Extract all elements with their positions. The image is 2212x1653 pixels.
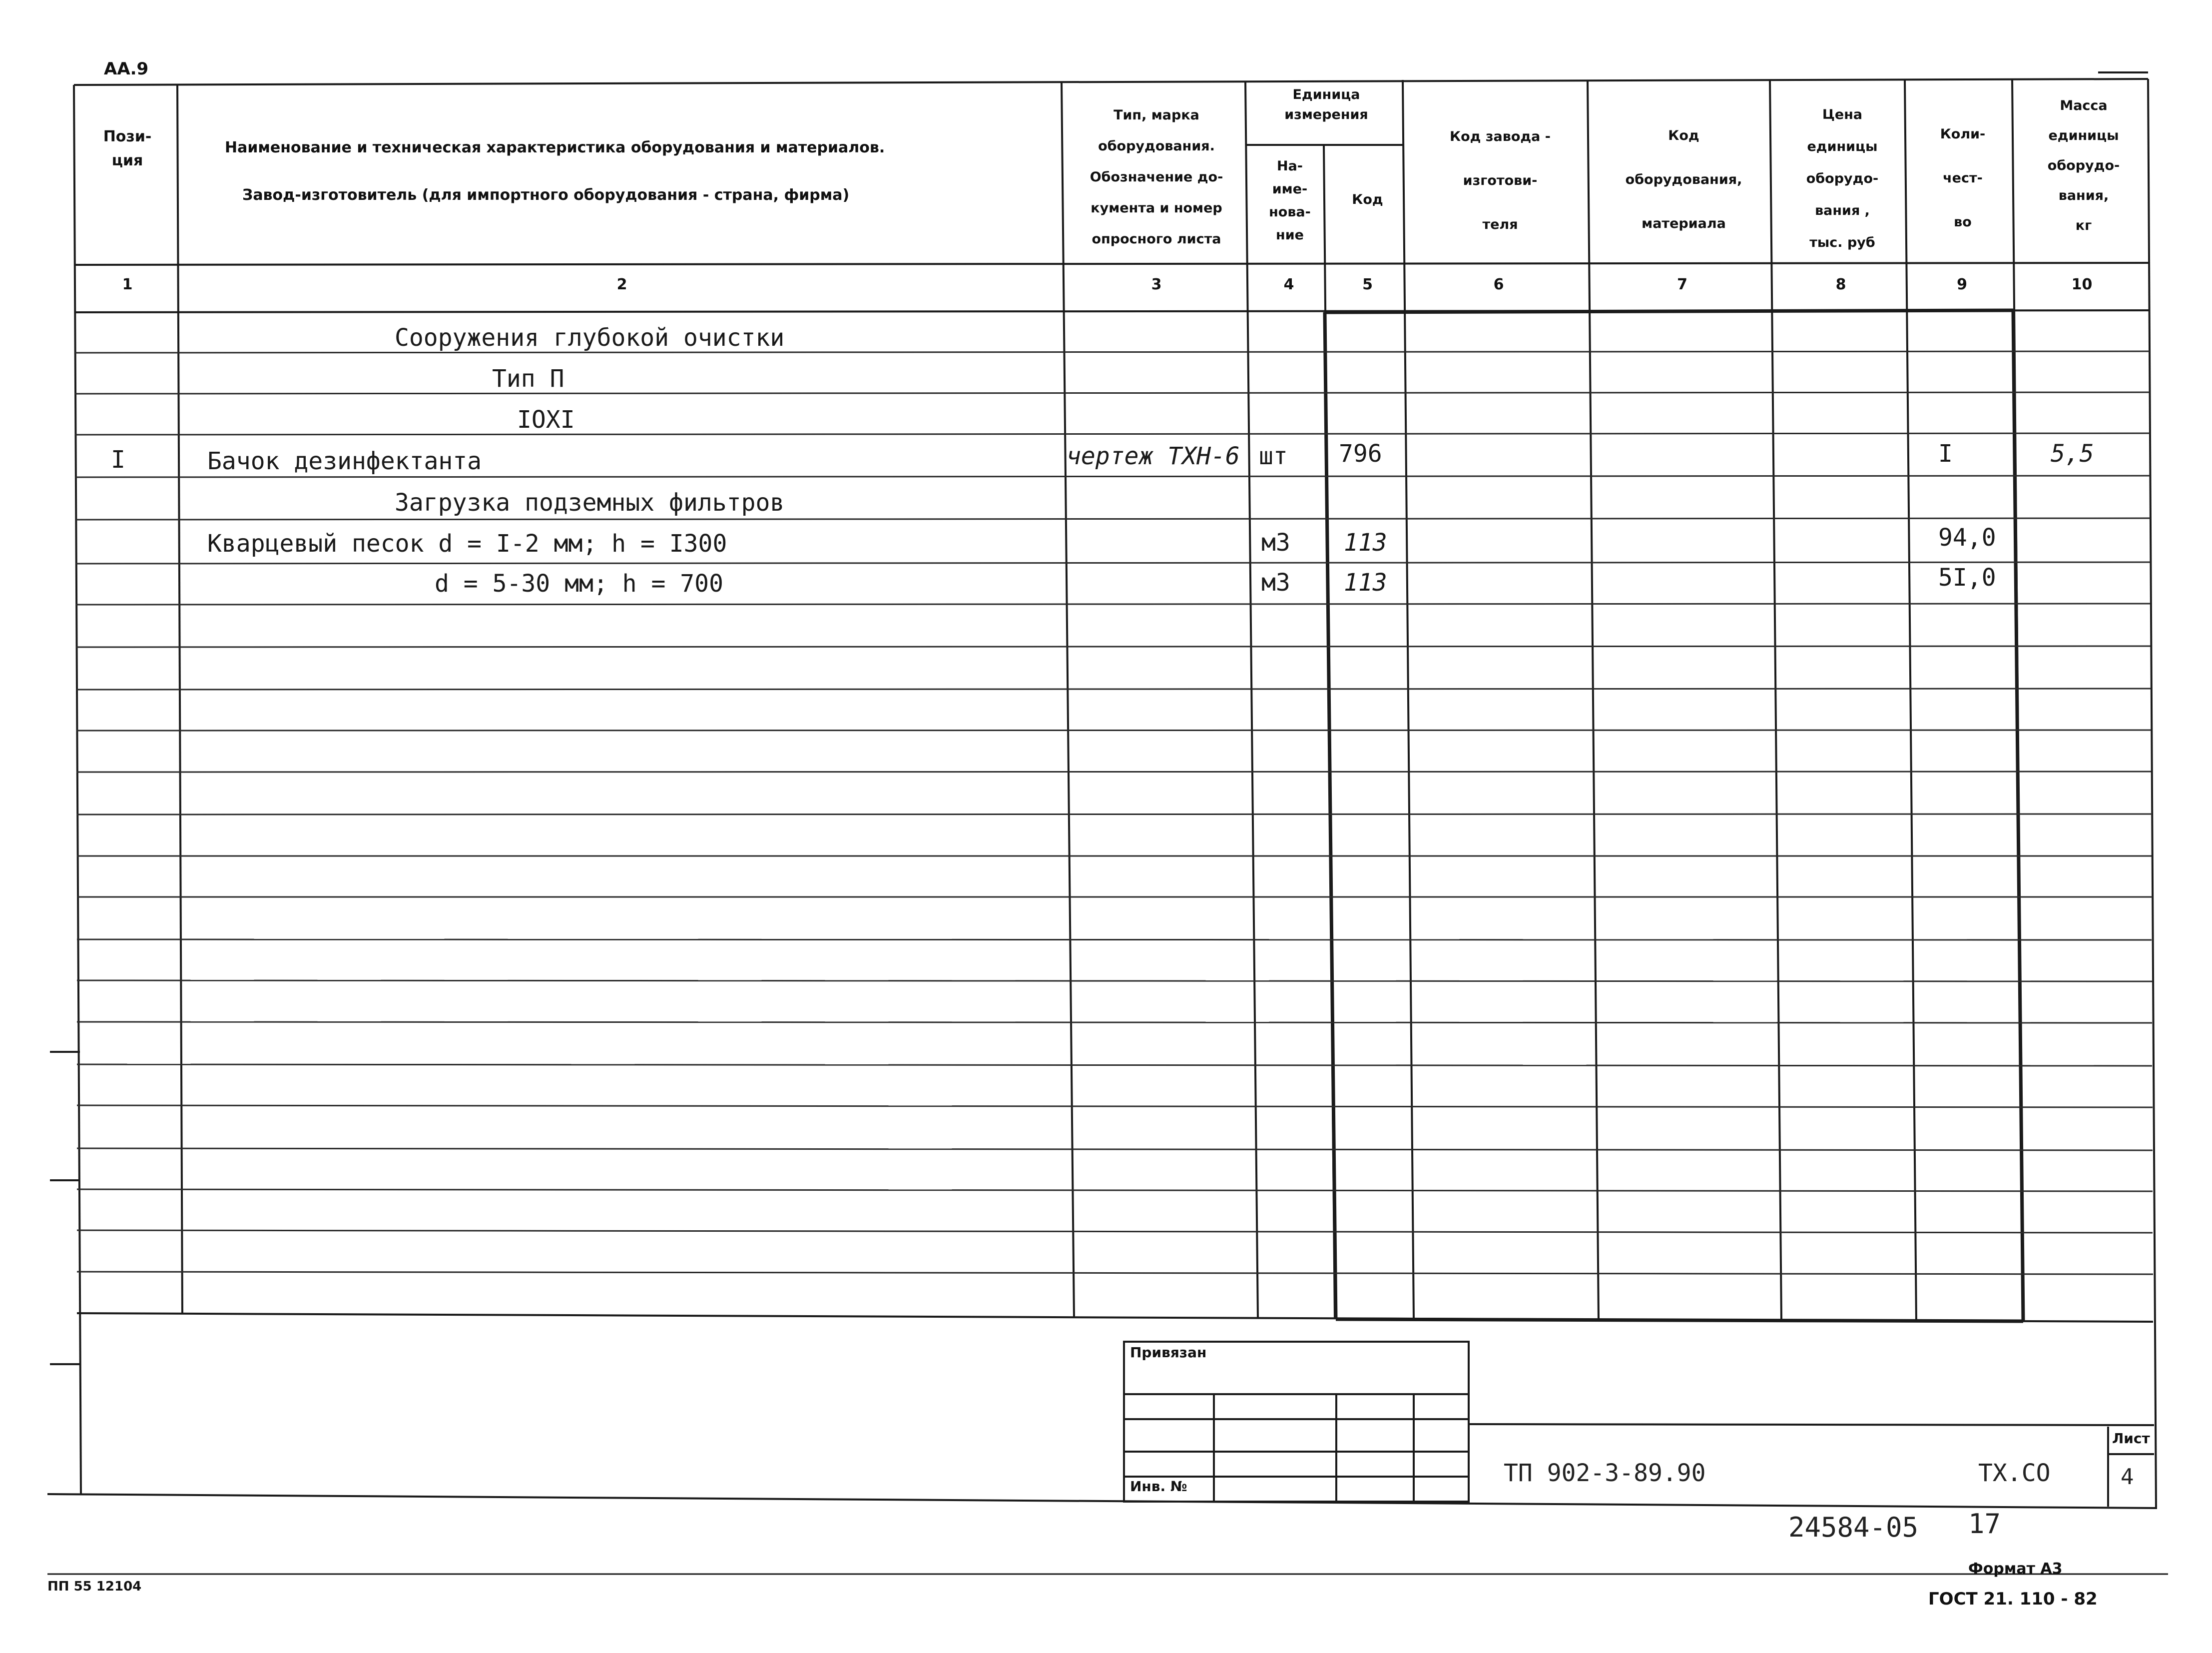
- header-name: Наименование и техническая характеристика оборудования и материалов. Завод-изготовитель (для импортного оборудования - страна, фирма): [225, 139, 885, 204]
- header-quantity: Коли- чест- во: [1940, 126, 1986, 230]
- gost-standard: ГОСТ 21. 110 - 82: [1928, 1589, 2098, 1609]
- list-item: Сооружения глубокой очистки: [395, 324, 785, 352]
- col-number-10: 10: [2071, 276, 2093, 293]
- header-factory-code: Код завода - изготови- теля: [1450, 129, 1551, 232]
- col-number-1: 1: [122, 276, 133, 293]
- row-type: чертеж ТХН-6: [1067, 442, 1240, 470]
- row-position: I: [111, 446, 125, 474]
- row-quantity: 94,0: [1938, 524, 1996, 552]
- col-number-3: 3: [1151, 276, 1162, 293]
- header-position: Пози- ция: [103, 128, 152, 169]
- list-item: d = 5-30 мм; h = 700: [435, 570, 723, 598]
- header-unit-code: Код: [1352, 192, 1383, 207]
- row-code: 796: [1339, 440, 1382, 468]
- printer-mark: ПП 55 12104: [47, 1579, 142, 1594]
- row-unit: м3: [1261, 569, 1290, 597]
- list-item: Кварцевый песок d = I-2 мм; h = I300: [207, 530, 727, 558]
- col-number-9: 9: [1957, 276, 1967, 293]
- col-number-6: 6: [1493, 276, 1504, 293]
- document-type: ТХ.СО: [1978, 1459, 2051, 1487]
- header-price: Цена единицы оборудо- вания , тыс. руб: [1806, 107, 1879, 250]
- list-item: IOXI: [517, 406, 575, 434]
- header-type: Тип, марка оборудования. Обозначение до- кумента и номер опросного листа: [1090, 107, 1223, 247]
- handwritten-number: 24584-05: [1788, 1512, 1919, 1543]
- header-unit-group: Единица измерения: [1284, 87, 1368, 122]
- document-code: ТП 902-3-89.90: [1504, 1459, 1706, 1487]
- header-equipment-code: Код оборудования, материала: [1625, 128, 1742, 231]
- row-mass: 5,5: [2051, 440, 2094, 468]
- col-number-8: 8: [1835, 276, 1846, 293]
- sheet-number: 4: [2121, 1464, 2134, 1490]
- paper-format: Формат А3: [1968, 1560, 2063, 1578]
- col-number-7: 7: [1677, 276, 1687, 293]
- stamp-bound: Привязан: [1130, 1344, 1207, 1361]
- row-code: 113: [1344, 529, 1387, 557]
- sheet-label: Лист: [2112, 1430, 2150, 1447]
- header-mass: Масса единицы оборудо- вания, кг: [2047, 98, 2120, 233]
- row-quantity: 5I,0: [1938, 564, 1996, 592]
- col-number-5: 5: [1362, 276, 1373, 293]
- list-item: Загрузка подземных фильтров: [395, 489, 785, 517]
- row-unit: м3: [1261, 529, 1290, 557]
- row-code: 113: [1344, 569, 1387, 597]
- col-number-4: 4: [1283, 276, 1294, 293]
- header-unit-name: На- име- нова- ние: [1269, 158, 1311, 243]
- row-quantity: I: [1938, 440, 1953, 468]
- stamp-inventory: Инв. №: [1130, 1478, 1187, 1495]
- list-item: Бачок дезинфектанта: [207, 447, 482, 475]
- row-unit: шт: [1259, 442, 1288, 470]
- col-number-2: 2: [616, 276, 627, 293]
- corner-mark: АА.9: [104, 59, 149, 79]
- page-number: 17: [1968, 1508, 2001, 1540]
- list-item: Тип П: [492, 365, 564, 393]
